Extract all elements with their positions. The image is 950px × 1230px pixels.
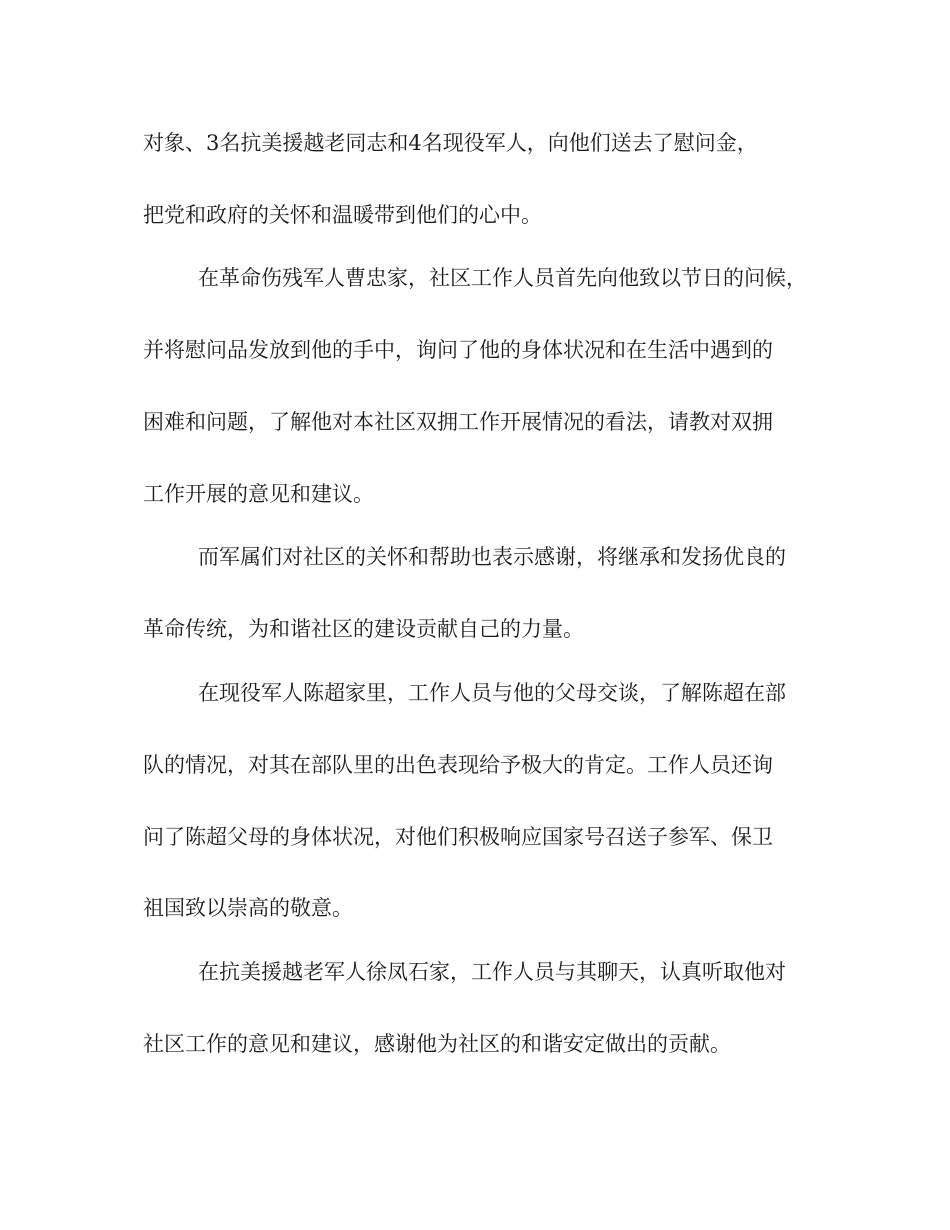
text-line-3: 在革命伤残军人曹忠家，社区工作人员首先向他致以节日的问候， [198,266,807,290]
text-line-12: 祖国致以崇高的敬意。 [143,896,353,920]
text-line-13: 在抗美援越老军人徐凤石家，工作人员与其聊天，认真听取他对 [198,960,786,984]
text-line-5: 困难和问题，了解他对本社区双拥工作开展情况的看法，请教对双拥 [143,410,773,434]
text-line-2: 把党和政府的关怀和温暖带到他们的心中。 [143,203,542,227]
text-line-9: 在现役军人陈超家里，工作人员与他的父母交谈，了解陈超在部 [198,681,786,705]
text-line-8: 革命传统，为和谐社区的建设贡献自己的力量。 [143,617,584,641]
text-line-10: 队的情况，对其在部队里的出色表现给予极大的肯定。工作人员还询 [143,753,773,777]
text-line-11: 问了陈超父母的身体状况，对他们积极响应国家号召送子参军、保卫 [143,825,773,849]
text-line-6: 工作开展的意见和建议。 [143,482,374,506]
text-line-7: 而军属们对社区的关怀和帮助也表示感谢，将继承和发扬优良的 [198,545,786,569]
text-line-4: 并将慰问品发放到他的手中，询问了他的身体状况和在生活中遇到的 [143,338,773,362]
text-line-1: 对象、3名抗美援越老同志和4名现役军人，向他们送去了慰问金， [143,131,758,155]
text-line-14: 社区工作的意见和建议，感谢他为社区的和谐安定做出的贡献。 [143,1032,731,1056]
